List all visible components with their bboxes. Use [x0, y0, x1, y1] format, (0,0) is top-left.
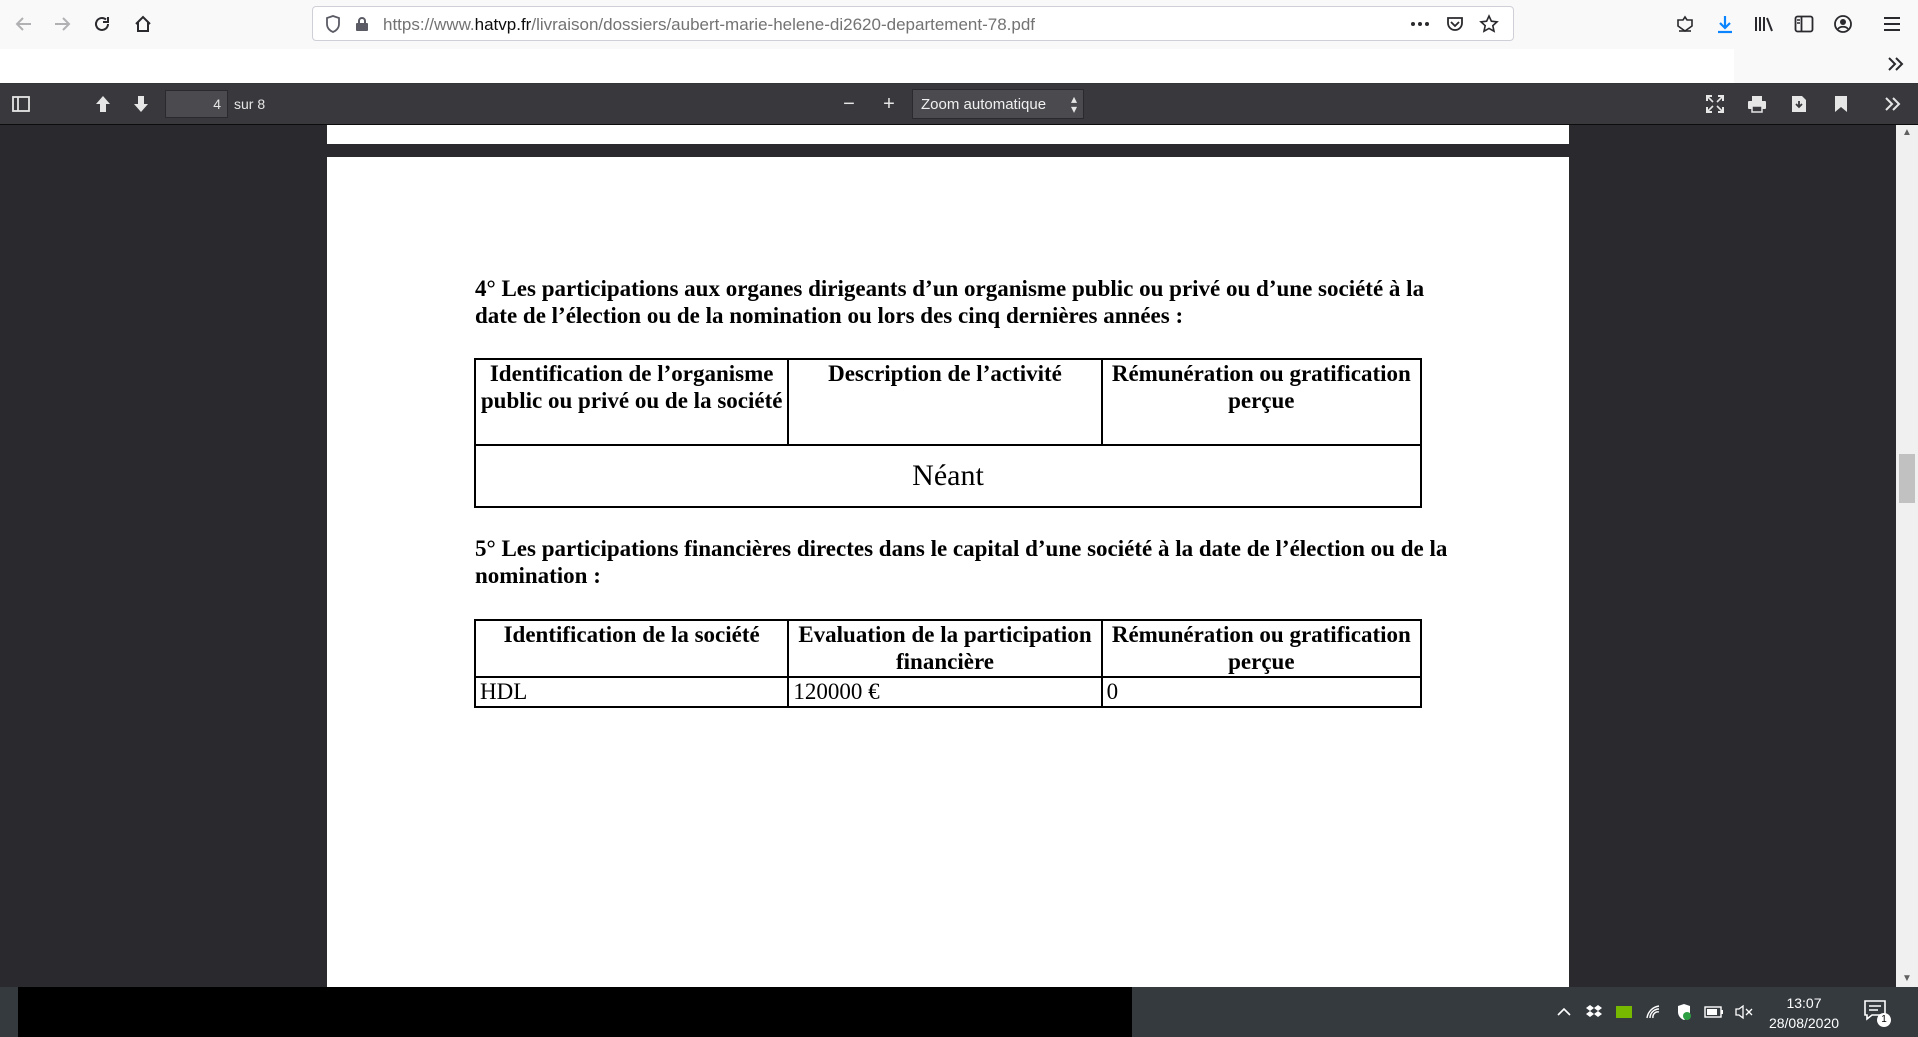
table-cell: 120000 € — [788, 677, 1101, 707]
empty-value-cell: Néant — [475, 445, 1421, 507]
bookmark-icon[interactable] — [1826, 90, 1856, 118]
pocket-icon[interactable] — [1444, 13, 1466, 35]
table-header-cell: Evaluation de la participation financière — [788, 620, 1101, 677]
table-row — [475, 445, 1421, 507]
table-header-cell: Description de l’activité — [788, 359, 1101, 445]
table-cell: HDL — [475, 677, 788, 707]
forward-icon[interactable] — [46, 8, 78, 40]
battery-icon[interactable] — [1703, 1001, 1725, 1023]
presentation-mode-icon[interactable] — [1700, 90, 1730, 118]
previous-page-icon[interactable] — [88, 90, 118, 118]
system-clock[interactable] — [1764, 993, 1844, 1033]
save-icon[interactable] — [1784, 90, 1814, 118]
dropbox-icon[interactable] — [1583, 1001, 1605, 1023]
select-arrows-icon: ▴ ▾ — [1070, 92, 1077, 116]
section-5-title: 5° Les participations financières directes dans le capital d’une société à la date de l’élection ou de la nomination : — [475, 536, 1448, 588]
pdf-page — [327, 157, 1569, 987]
bookmarks-area — [0, 49, 1734, 83]
next-page-icon[interactable] — [126, 90, 156, 118]
pdf-viewer[interactable] — [0, 125, 1918, 987]
download-icon[interactable] — [1709, 8, 1741, 40]
sidebar-toggle-icon[interactable] — [6, 90, 36, 118]
browser-toolbar — [0, 0, 1918, 50]
back-icon[interactable] — [8, 8, 40, 40]
section-4-title: 4° Les participations aux organes dirigeants d’un organisme public ou privé ou d’une société à la date de l’élection ou de la nomination ou lors des cinq dernières années : — [475, 276, 1425, 328]
table-header-cell: Rémunération ou gratification perçue — [1102, 359, 1421, 445]
clock-time: 13:07 — [1786, 995, 1822, 1011]
url-bar[interactable] — [312, 6, 1514, 41]
clock-date: 28/08/2020 — [1768, 1015, 1840, 1031]
screenshot-icon[interactable] — [1669, 8, 1701, 40]
chevron-up-icon[interactable] — [1553, 1001, 1575, 1023]
more-icon[interactable] — [1409, 13, 1431, 35]
page-number-input[interactable]: 4 — [165, 90, 228, 118]
scroll-down-icon[interactable]: ▼ — [1902, 973, 1912, 984]
account-icon[interactable] — [1827, 8, 1859, 40]
table-header-cell: Identification de l’organisme public ou privé ou de la société — [475, 359, 788, 445]
lock-icon[interactable] — [351, 13, 373, 35]
tools-chevron-icon[interactable] — [1878, 90, 1908, 118]
notification-badge: 1 — [1877, 1013, 1891, 1027]
sidebar-icon[interactable] — [1788, 8, 1820, 40]
table-organismes — [474, 358, 1422, 508]
taskbar — [0, 987, 1918, 1037]
zoom-select-value: Zoom automatique — [921, 96, 1047, 113]
zoom-out-button[interactable]: − — [843, 92, 855, 115]
bookmarks-toolbar — [0, 49, 1918, 83]
vertical-scrollbar[interactable] — [1896, 125, 1918, 987]
menu-icon[interactable] — [1876, 8, 1908, 40]
shield-icon[interactable] — [322, 13, 344, 35]
table-participations — [474, 619, 1422, 708]
page-total-label: sur 8 — [234, 96, 266, 112]
scroll-thumb[interactable] — [1899, 454, 1915, 503]
nvidia-icon[interactable] — [1613, 1001, 1635, 1023]
star-icon[interactable] — [1478, 13, 1500, 35]
table-header-cell: Identification de la société — [475, 620, 788, 677]
volume-muted-icon[interactable] — [1733, 1001, 1755, 1023]
table-header-row — [475, 359, 1421, 445]
taskbar-apps-area — [18, 987, 1132, 1037]
pdf-toolbar — [0, 84, 1918, 125]
scroll-up-icon[interactable]: ▲ — [1902, 127, 1912, 138]
table-header-row — [475, 620, 1421, 677]
security-shield-icon[interactable] — [1673, 1001, 1695, 1023]
table-header-cell: Rémunération ou gratification perçue — [1102, 620, 1421, 677]
chevron-right-icon[interactable] — [1886, 53, 1906, 81]
zoom-in-button[interactable]: + — [883, 92, 895, 115]
table-cell: 0 — [1102, 677, 1421, 707]
wifi-icon[interactable] — [1643, 1001, 1665, 1023]
zoom-select[interactable] — [912, 89, 1084, 119]
print-icon[interactable] — [1742, 90, 1772, 118]
library-icon[interactable] — [1748, 8, 1780, 40]
home-icon[interactable] — [127, 8, 159, 40]
previous-page-edge — [327, 125, 1569, 144]
table-row — [475, 677, 1421, 707]
url-text[interactable]: https://www.hatvp.fr/livraison/dossiers/aubert-marie-helene-di2620-departement-78.pdf — [383, 15, 1036, 34]
reload-icon[interactable] — [86, 8, 118, 40]
notification-center-icon[interactable] — [1863, 999, 1889, 1025]
